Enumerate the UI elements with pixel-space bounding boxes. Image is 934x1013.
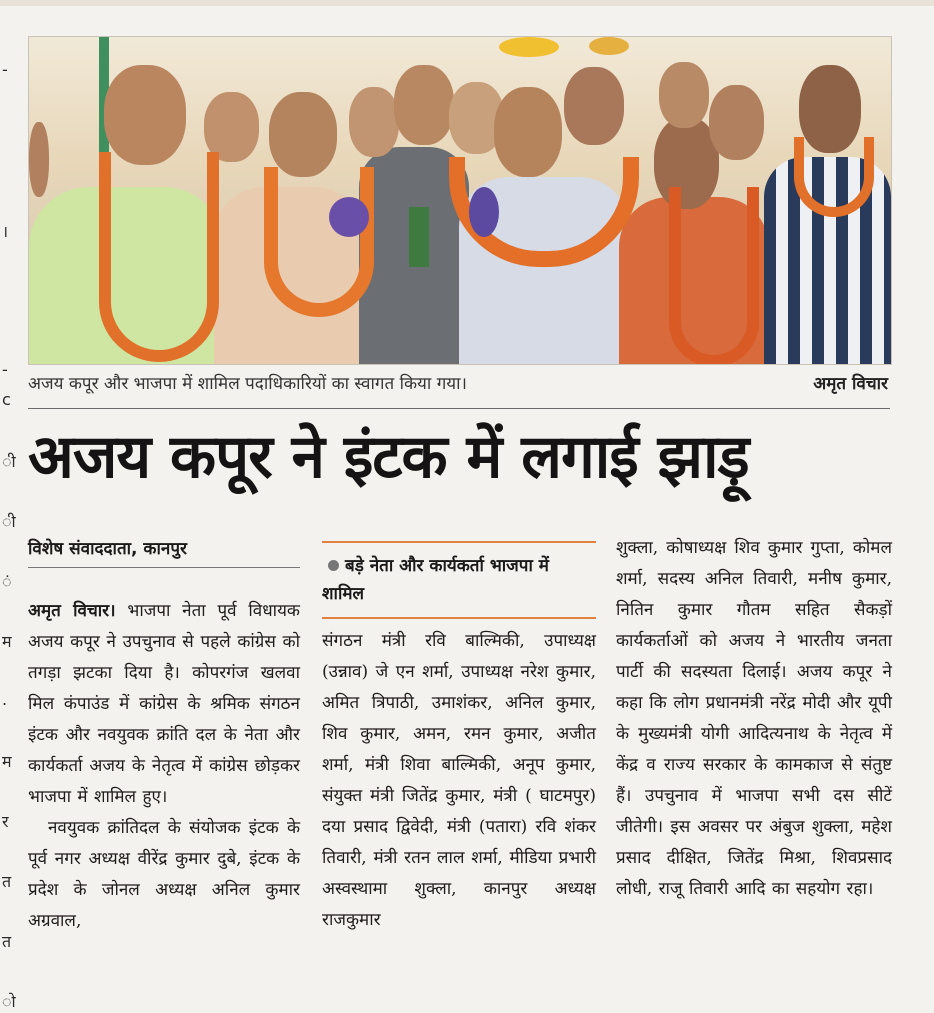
column2-paragraph: संगठन मंत्री रवि बाल्मिकी, उपाध्यक्ष (उन्नाव) जे एन शर्मा, उपाध्यक्ष नरेश कुमार, अमित त्रिपाठी, उमाशंकर, अनिल कुमार, शिव कुमार, अमन, रमन कुमार, अजीत शर्मा, मंत्री शिवा बाल्मिकी, अनूप कुमार, संयुक्त मंत्री जितेंद्र कुमार, मंत्री ( घाटमपुर) दया प्रसाद द्विवेदी, मंत्री (पतारा) रवि शंकर तिवारी, मंत्री रतन लाल शर्मा, मीडिया प्रभारी अस्वस्थामा शुक्ला, कानपुर अध्यक्ष राजकुमार (322, 631, 596, 930)
column1-paragraph-1: भाजपा नेता पूर्व विधायक अजय कपूर ने उपचुनाव से पहले कांग्रेस को तगड़ा झटका दिया है। कोपरगंज खलवा मिल कंपाउंड में कांग्रेस के श्रमिक संगठन इंटक और नवयुवक क्रांति दल के नेता और कार्यकर्ता अजय के नेतृत्व में कांग्रेस छोड़कर भाजपा में शामिल हुए। (28, 601, 300, 807)
article-column-3 (616, 533, 892, 905)
article-column-1 (28, 596, 300, 937)
headline: अजय कपूर ने इंटक में लगाई झाड़ू (28, 422, 749, 492)
news-photo (28, 36, 892, 365)
dateline: अमृत विचार। (28, 601, 116, 621)
column1-paragraph-2: नवयुवक क्रांतिदल के संयोजक इंटक के पूर्व नगर अध्यक्ष वीरेंद्र कुमार दुबे, इंटक के प्रदेश के जोनल अध्यक्ष अनिल कुमार अग्रवाल, (28, 818, 300, 931)
column3-paragraph: शुक्ला, कोषाध्यक्ष शिव कुमार गुप्ता, कोमल शर्मा, सदस्य अनिल तिवारी, मनीष कुमार, नितिन कुमार गौतम सहित सैकड़ों कार्यकर्ताओं को अजय ने भारतीय जनता पार्टी की सदस्यता दिलाई। अजय कपूर ने कहा कि लोग प्रधानमंत्री नरेंद्र मोदी और यूपी के मुख्यमंत्री योगी आदित्यनाथ के नेतृत्व में केंद्र व राज्य सरकार के कामकाज से संतुष्ट हैं। उपचुनाव में भाजपा सभी दस सीटें जीतेगी। इस अवसर पर अंबुज शुक्ला, महेश प्रसाद दीक्षित, जितेंद्र मिश्रा, शिवप्रसाद लोधी, राजू तिवारी आदि का सहयोग रहा। (616, 538, 892, 899)
caption-divider (28, 408, 890, 409)
subheading (322, 552, 596, 608)
byline: विशेष संवाददाता, कानपुर (28, 539, 187, 559)
photo-credit: अमृत विचार (813, 374, 888, 394)
photo-caption: अजय कपूर और भाजपा में शामिल पदाधिकारियों का स्वागत किया गया। (28, 374, 467, 394)
article-column-2 (322, 626, 596, 936)
byline-divider (28, 567, 300, 568)
subheading-bottom-rule (322, 617, 596, 619)
bullet-icon (328, 560, 339, 571)
top-border (0, 0, 934, 6)
adjacent-article-edge: - । - c ी ी ं म . म र त त ो (2, 60, 16, 1011)
subheading-text: बड़े नेता और कार्यकर्ता भाजपा में शामिल (322, 556, 549, 604)
subheading-top-rule (322, 541, 596, 543)
